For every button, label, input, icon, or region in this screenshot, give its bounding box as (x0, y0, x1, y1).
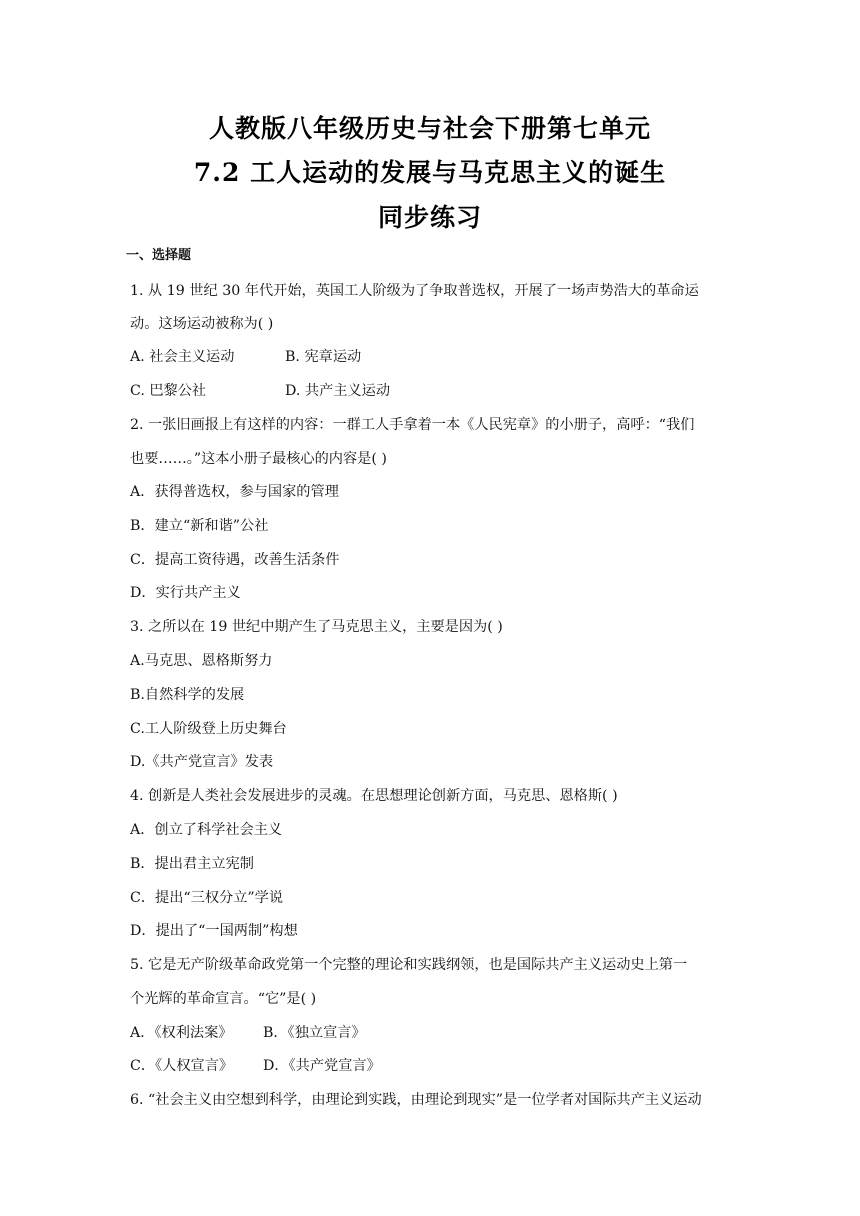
question-3-option-c: C.工人阶级登上历史舞台 (130, 721, 287, 737)
question-2-option-c: C．提高工资待遇，改善生活条件 (130, 552, 340, 568)
question-1-option-c: C. 巴黎公社 (130, 383, 207, 399)
question-5-option-b: B．《独立宣言》 (263, 1025, 366, 1041)
question-2-stem-line-1: 2. 一张旧画报上有这样的内容：一群工人手拿着一本《人民宪章》的小册子，高呼：“我们 (130, 417, 695, 433)
question-3-option-b: B.自然科学的发展 (130, 687, 245, 703)
document-title-line-3: 同步练习 (377, 203, 482, 232)
question-5-option-d: D．《共产党宣言》 (263, 1058, 381, 1074)
question-1-option-b: B. 宪章运动 (285, 349, 362, 365)
question-5-stem-line-2: 个光辉的革命宣言。“它”是( ) (130, 991, 317, 1007)
question-5-option-c: C．《人权宣言》 (130, 1058, 234, 1074)
question-2-option-a: A．获得普选权，参与国家的管理 (130, 484, 339, 500)
question-3-option-a: A.马克思、恩格斯努力 (130, 653, 273, 669)
section-heading: 一、选择题 (126, 248, 192, 263)
question-6-stem-line-1: 6. “社会主义由空想到科学，由理论到实践，由理论到现实”是一位学者对国际共产主义运动 (130, 1092, 702, 1108)
document-title-line-1: 人教版八年级历史与社会下册第七单元 (208, 114, 651, 143)
question-4-option-a: A．创立了科学社会主义 (130, 822, 283, 838)
question-4-option-c: C．提出“三权分立”学说 (130, 890, 284, 906)
question-1-option-d: D. 共产主义运动 (285, 383, 391, 399)
question-4-option-b: B．提出君主立宪制 (130, 856, 254, 872)
question-4-stem: 4. 创新是人类社会发展进步的灵魂。在思想理论创新方面，马克思、恩格斯( ) (130, 788, 618, 804)
question-2-option-b: B．建立“新和谐”公社 (130, 518, 269, 534)
question-2-option-d: D．实行共产主义 (130, 585, 241, 601)
question-1-stem-line-1: 1. 从 19 世纪 30 年代开始，英国工人阶级为了争取普选权，开展了一场声势浩大的革命运 (130, 283, 699, 299)
question-4-option-d: D．提出了“一国两制”构想 (130, 923, 298, 939)
question-5-option-a: A．《权利法案》 (130, 1025, 233, 1041)
question-3-option-d: D.《共产党宣言》发表 (130, 754, 274, 770)
question-1-option-a: A. 社会主义运动 (130, 349, 235, 365)
question-5-stem-line-1: 5. 它是无产阶级革命政党第一个完整的理论和实践纲领，也是国际共产主义运动史上第一 (130, 957, 688, 973)
question-1-stem-line-2: 动。这场运动被称为( ) (130, 316, 274, 332)
question-3-stem: 3. 之所以在 19 世纪中期产生了马克思主义，主要是因为( ) (130, 619, 503, 635)
question-2-stem-line-2: 也要……。”这本小册子最核心的内容是( ) (130, 451, 387, 467)
document-title-line-2: 7.2 工人运动的发展与马克思主义的诞生 (193, 158, 667, 187)
